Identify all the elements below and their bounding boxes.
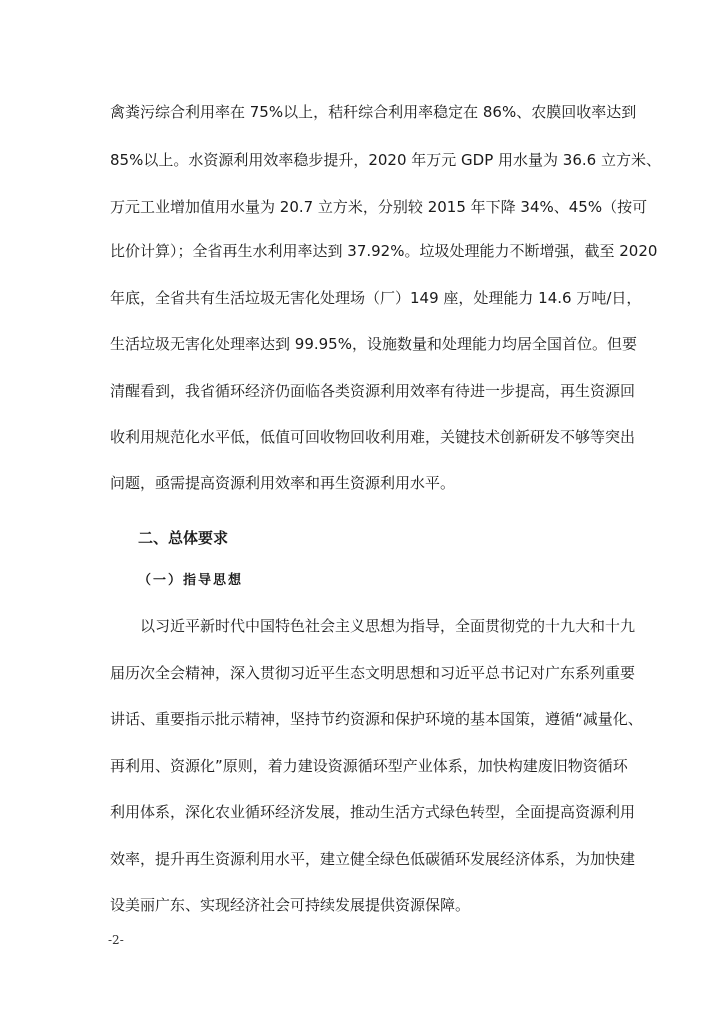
paragraph-line: 届历次全会精神，深入贯彻习近平生态文明思想和习近平总书记对广东系列重要 bbox=[110, 664, 636, 682]
paragraph-line: 禽粪污综合利用率在 75%以上，秸秆综合利用率稳定在 86%、农膜回收率达到 bbox=[110, 103, 637, 121]
paragraph-line: 问题，亟需提高资源利用效率和再生资源利用水平。 bbox=[110, 474, 456, 492]
paragraph-line: 年底，全省共有生活垃圾无害化处理场（厂）149 座，处理能力 14.6 万吨/日， bbox=[110, 289, 642, 307]
paragraph-line: 比价计算）；全省再生水利用率达到 37.92%。垃圾处理能力不断增强，截至 2020 bbox=[110, 242, 658, 260]
section-heading: 二、总体要求 bbox=[138, 529, 229, 547]
subsection-heading: （一）指导思想 bbox=[138, 573, 244, 588]
paragraph-line: 再利用、资源化”原则，着力建设资源循环型产业体系，加快构建废旧物资循环 bbox=[110, 757, 628, 775]
paragraph-line: 生活垃圾无害化处理率达到 99.95%，设施数量和处理能力均居全国首位。但要 bbox=[110, 335, 637, 353]
paragraph-line: 清醒看到，我省循环经济仍面临各类资源利用效率有待进一步提高，再生资源回 bbox=[110, 382, 636, 400]
page-number: -2- bbox=[108, 933, 124, 947]
paragraph-line: 效率，提升再生资源利用水平，建立健全绿色低碳循环发展经济体系，为加快建 bbox=[110, 850, 636, 868]
paragraph-line: 设美丽广东、实现经济社会可持续发展提供资源保障。 bbox=[110, 896, 471, 914]
paragraph-line: 收利用规范化水平低，低值可回收物回收利用难，关键技术创新研发不够等突出 bbox=[110, 428, 636, 446]
paragraph-line: 万元工业增加值用水量为 20.7 立方米，分别较 2015 年下降 34%、45%（按可 bbox=[110, 198, 648, 216]
paragraph-line: 讲话、重要指示批示精神，坚持节约资源和保护环境的基本国策，遵循“减量化、 bbox=[110, 710, 643, 728]
paragraph-line: 以习近平新时代中国特色社会主义思想为指导，全面贯彻党的十九大和十九 bbox=[140, 617, 636, 635]
paragraph-line: 利用体系，深化农业循环经济发展，推动生活方式绿色转型，全面提高资源利用 bbox=[110, 803, 636, 821]
paragraph-line: 85%以上。水资源利用效率稳步提升，2020 年万元 GDP 用水量为 36.6 立方米、 bbox=[110, 151, 661, 169]
